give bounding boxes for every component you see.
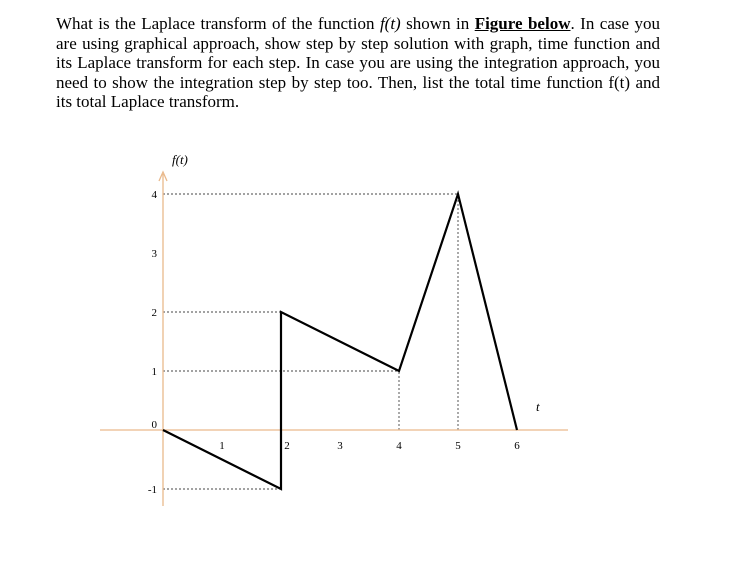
x-tick-label-5: 5 bbox=[455, 440, 461, 452]
x-tick-label-6: 6 bbox=[514, 440, 520, 452]
question-part-3: . In case you are using graphical approach, show step by step solution with graph, time function and its Laplace transform for each step. In case you are using the integration approach, you need to show the integration step by step too. Then, list the total time function f(t) and its total Laplace transform. bbox=[56, 14, 660, 112]
y-tick-label-4: 4 bbox=[151, 189, 157, 201]
y-tick-label-0: 0 bbox=[151, 419, 157, 431]
y-axis-label: f(t) bbox=[172, 152, 188, 167]
y-tick-label-neg1: -1 bbox=[147, 484, 157, 496]
x-tick-label-2: 2 bbox=[284, 440, 290, 452]
x-tick-label-4: 4 bbox=[396, 440, 402, 452]
y-tick-label-2: 2 bbox=[151, 307, 157, 319]
reference-lines bbox=[163, 194, 458, 489]
question-part-1: What is the Laplace transform of the function bbox=[56, 14, 380, 33]
question-part-2: shown in bbox=[400, 14, 475, 33]
figure-link[interactable]: Figure below bbox=[474, 14, 571, 33]
y-tick-label-3: 3 bbox=[151, 248, 157, 260]
function-name: f(t) bbox=[379, 14, 401, 33]
x-tick-label-3: 3 bbox=[337, 440, 343, 452]
x-axis-label: t bbox=[536, 399, 540, 414]
y-tick-label-1: 1 bbox=[151, 366, 157, 378]
x-tick-label-1: 1 bbox=[219, 440, 225, 452]
